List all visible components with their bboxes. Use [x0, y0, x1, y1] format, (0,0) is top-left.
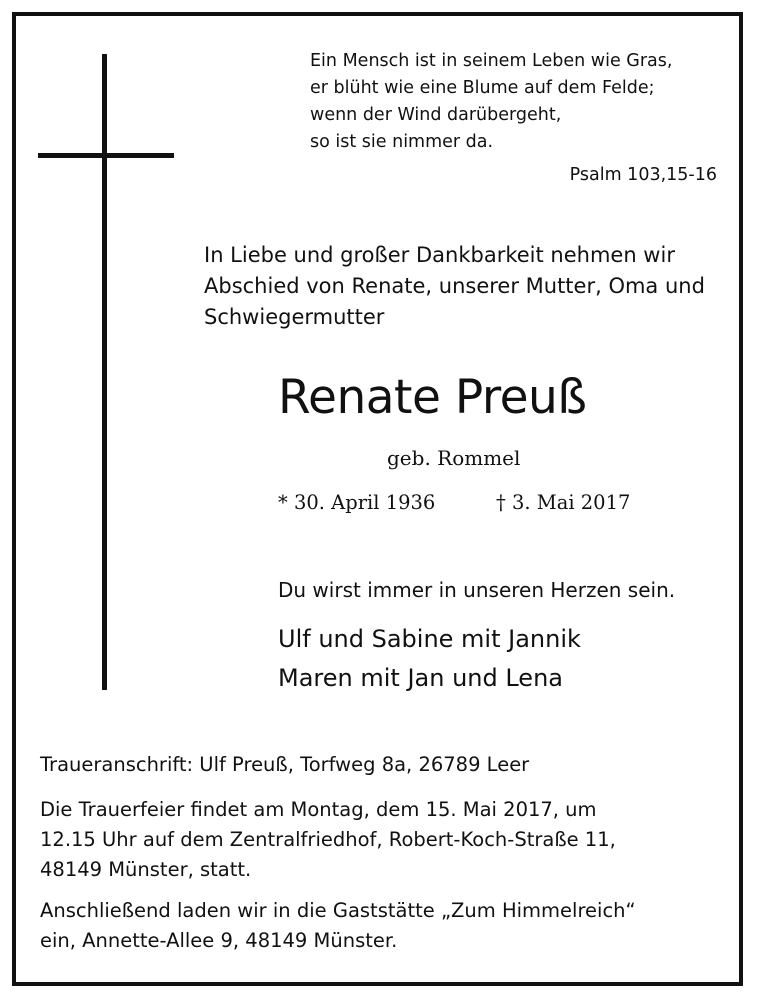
verse-source: Psalm 103,15-16 — [569, 165, 717, 185]
ceremony-line: 12.15 Uhr auf dem Zentralfriedhof, Robert-Koch-Straße 11, — [40, 828, 616, 851]
mourning-address — [40, 750, 730, 780]
closing-line: Du wirst immer in unseren Herzen sein. — [278, 578, 676, 602]
maiden-name: geb. Rommel — [387, 446, 521, 470]
psalm-verse — [310, 48, 730, 156]
intro-line: Schwiegermutter — [204, 305, 385, 329]
mourners-list — [278, 620, 581, 698]
verse-line: wenn der Wind darübergeht, — [310, 105, 562, 125]
ceremony-line: Die Trauerfeier findet am Montag, dem 15. Mai 2017, um — [40, 798, 597, 821]
reception-line: Anschließend laden wir in die Gaststätte „Zum Himmelreich“ — [40, 899, 636, 922]
ceremony-line: 48149 Münster, statt. — [40, 858, 252, 881]
verse-line: so ist sie nimmer da. — [310, 132, 494, 152]
intro-line: In Liebe und großer Dankbarkeit nehmen wir — [204, 243, 675, 267]
ceremony-info — [40, 795, 730, 885]
intro-text — [204, 240, 724, 333]
mourner-line: Maren mit Jan und Lena — [278, 664, 563, 692]
verse-line: er blüht wie eine Blume auf dem Felde; — [310, 78, 655, 98]
intro-line: Abschied von Renate, unserer Mutter, Oma und — [204, 274, 705, 298]
deceased-name: Renate Preuß — [278, 370, 587, 425]
reception-line: ein, Annette-Allee 9, 48149 Münster. — [40, 929, 398, 952]
reception-info — [40, 896, 730, 956]
cross-vertical-beam — [102, 54, 107, 690]
death-date: † 3. Mai 2017 — [496, 491, 631, 514]
verse-line: Ein Mensch ist in seinem Leben wie Gras, — [310, 51, 673, 71]
cross-horizontal-beam — [38, 153, 174, 158]
birth-date: * 30. April 1936 — [278, 491, 436, 514]
mourner-line: Ulf und Sabine mit Jannik — [278, 625, 581, 653]
address-line: Traueranschrift: Ulf Preuß, Torfweg 8a, 26789 Leer — [40, 753, 530, 776]
